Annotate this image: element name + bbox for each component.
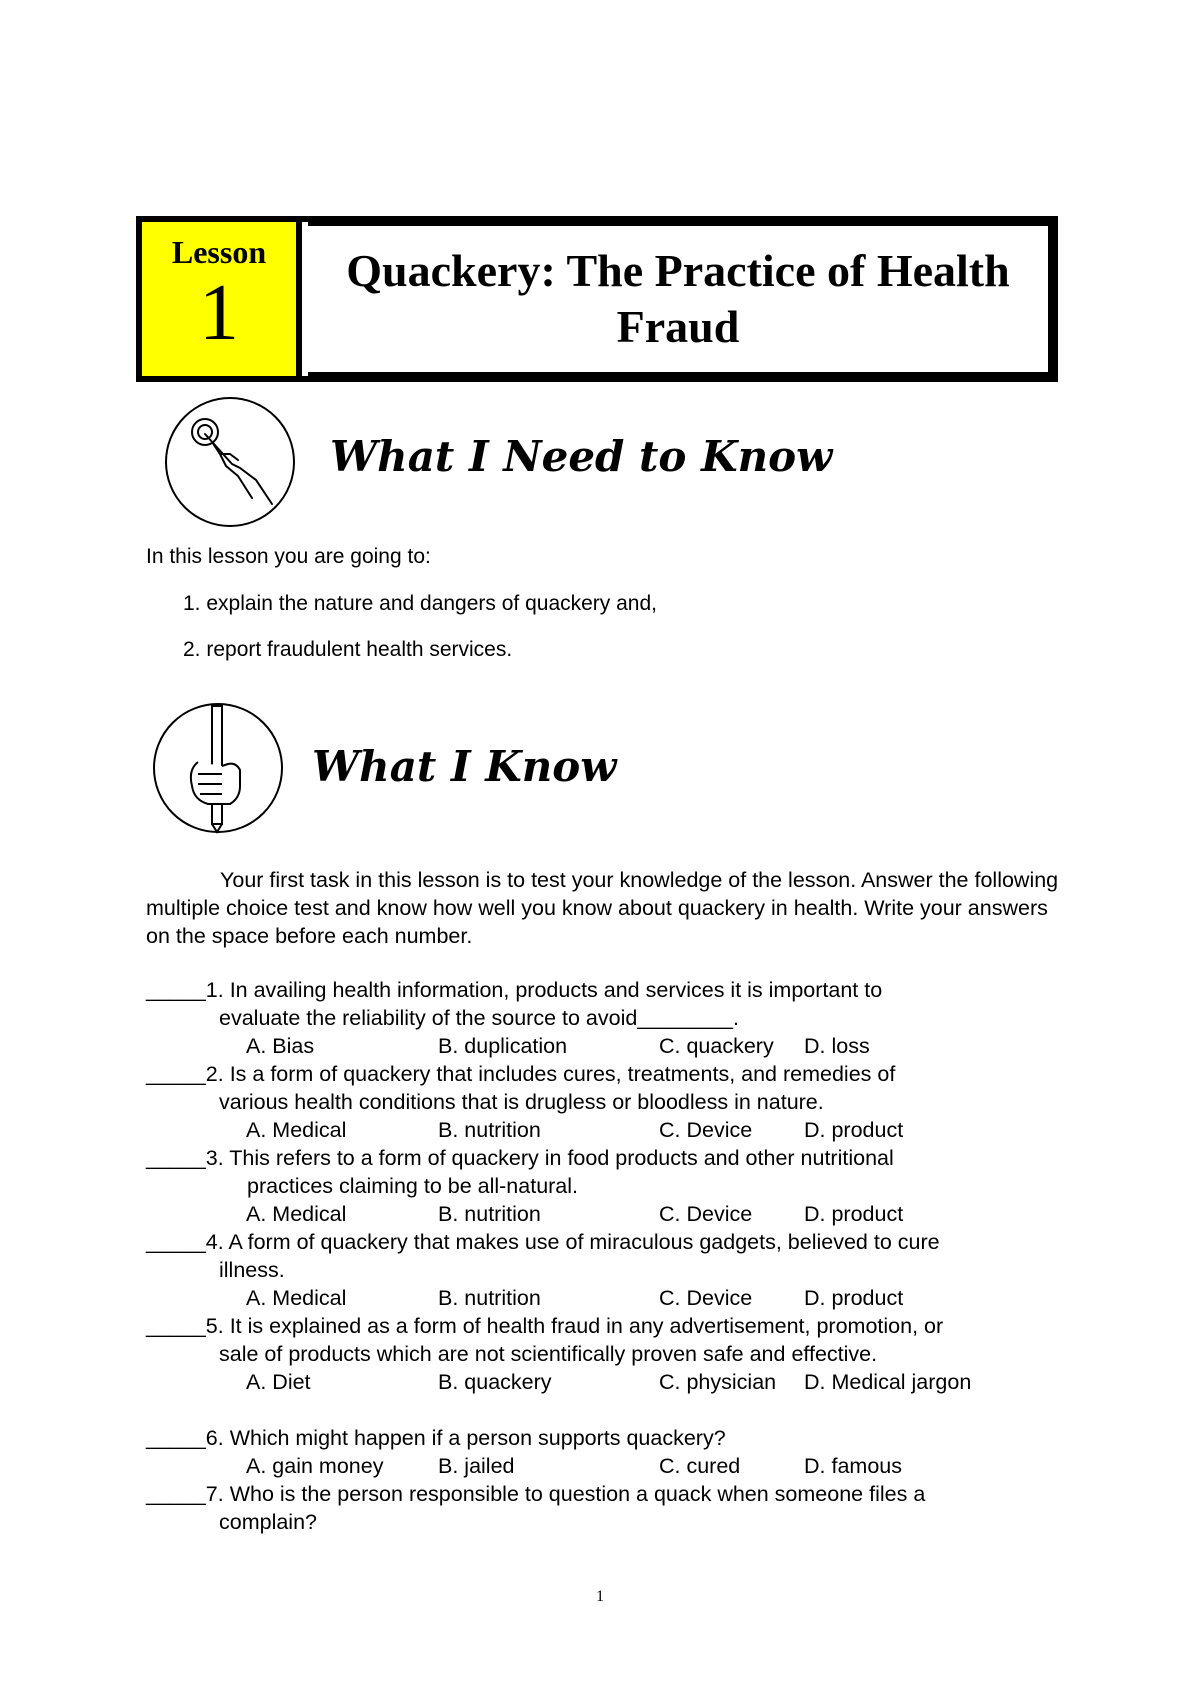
option-c: C. Device — [659, 1286, 753, 1310]
question-stem: _____4. A form of quackery that makes use of miraculous gadgets, believed to cure — [146, 1230, 940, 1254]
option-c: C. quackery — [659, 1034, 774, 1058]
need-to-know-intro: In this lesson you are going to: — [146, 545, 431, 568]
option-d: D. Medical jargon — [804, 1370, 972, 1394]
option-b: B. duplication — [438, 1034, 568, 1058]
page-number: 1 — [596, 1588, 604, 1605]
option-b: B. nutrition — [438, 1202, 541, 1226]
option-a: A. Diet — [246, 1370, 311, 1394]
question-stem: _____2. Is a form of quackery that includes cures, treatments, and remedies of — [146, 1062, 896, 1086]
hand-pressing-button-icon — [160, 394, 300, 530]
lesson-header — [136, 216, 1058, 382]
question-stem-continued: evaluate the reliability of the source to avoid________. — [219, 1006, 739, 1030]
hand-holding-pencil-icon — [148, 700, 288, 836]
option-a: A. Medical — [246, 1202, 347, 1226]
question-6 — [146, 1424, 1066, 1452]
question-stem-continued: sale of products which are not scientifically proven safe and effective. — [219, 1342, 878, 1366]
question-stem: _____6. Which might happen if a person supports quackery? — [146, 1426, 726, 1450]
option-a: A. Bias — [246, 1034, 315, 1058]
lesson-label: Lesson — [171, 234, 267, 270]
option-c: C. Device — [659, 1202, 753, 1226]
need-to-know-title: What I Need to Know — [330, 432, 833, 481]
option-b: B. quackery — [438, 1370, 552, 1394]
option-a: A. gain money — [246, 1454, 384, 1478]
question-stem: _____3. This refers to a form of quackery in food products and other nutritional — [146, 1146, 894, 1170]
question-2 — [146, 1060, 1066, 1116]
option-d: D. product — [804, 1286, 904, 1310]
question-4 — [146, 1228, 1066, 1284]
objective-item-1: 1. explain the nature and dangers of quackery and, — [183, 592, 657, 615]
option-b: B. nutrition — [438, 1118, 541, 1142]
option-c: C. physician — [659, 1370, 777, 1394]
option-b: B. jailed — [438, 1454, 515, 1478]
lesson-title: Quackery: The Practice of Health Fraud — [308, 222, 1052, 376]
question-1 — [146, 976, 1066, 1032]
option-c: C. Device — [659, 1118, 753, 1142]
option-c: C. cured — [659, 1454, 741, 1478]
option-d: D. famous — [804, 1454, 902, 1478]
question-stem: _____1. In availing health information, products and services it is important to — [146, 978, 883, 1002]
option-d: D. product — [804, 1118, 904, 1142]
option-a: A. Medical — [246, 1286, 347, 1310]
question-3 — [146, 1144, 1066, 1200]
option-a: A. Medical — [246, 1118, 347, 1142]
objective-item-2: 2. report fraudulent health services. — [183, 638, 513, 661]
option-d: D. product — [804, 1202, 904, 1226]
what-i-know-title: What I Know — [312, 742, 617, 791]
question-stem-continued: practices claiming to be all-natural. — [247, 1174, 579, 1198]
option-b: B. nutrition — [438, 1286, 541, 1310]
question-7 — [146, 1480, 1066, 1536]
option-d: D. loss — [804, 1034, 870, 1058]
question-stem-continued: various health conditions that is drugless or bloodless in nature. — [219, 1090, 824, 1114]
question-stem: _____5. It is explained as a form of health fraud in any advertisement, promotion, or — [146, 1314, 944, 1338]
question-stem-continued: complain? — [219, 1510, 317, 1534]
question-5 — [146, 1312, 1066, 1368]
question-stem-continued: illness. — [219, 1258, 285, 1282]
lesson-badge — [142, 222, 302, 376]
question-stem: _____7. Who is the person responsible to question a quack when someone files a — [146, 1482, 926, 1506]
lesson-number: 1 — [199, 269, 239, 357]
what-i-know-instructions: Your first task in this lesson is to test your knowledge of the lesson. Answer the following multiple choice test and know how well you know about quackery in health. Write your answers on the space before each number. — [146, 868, 1059, 948]
